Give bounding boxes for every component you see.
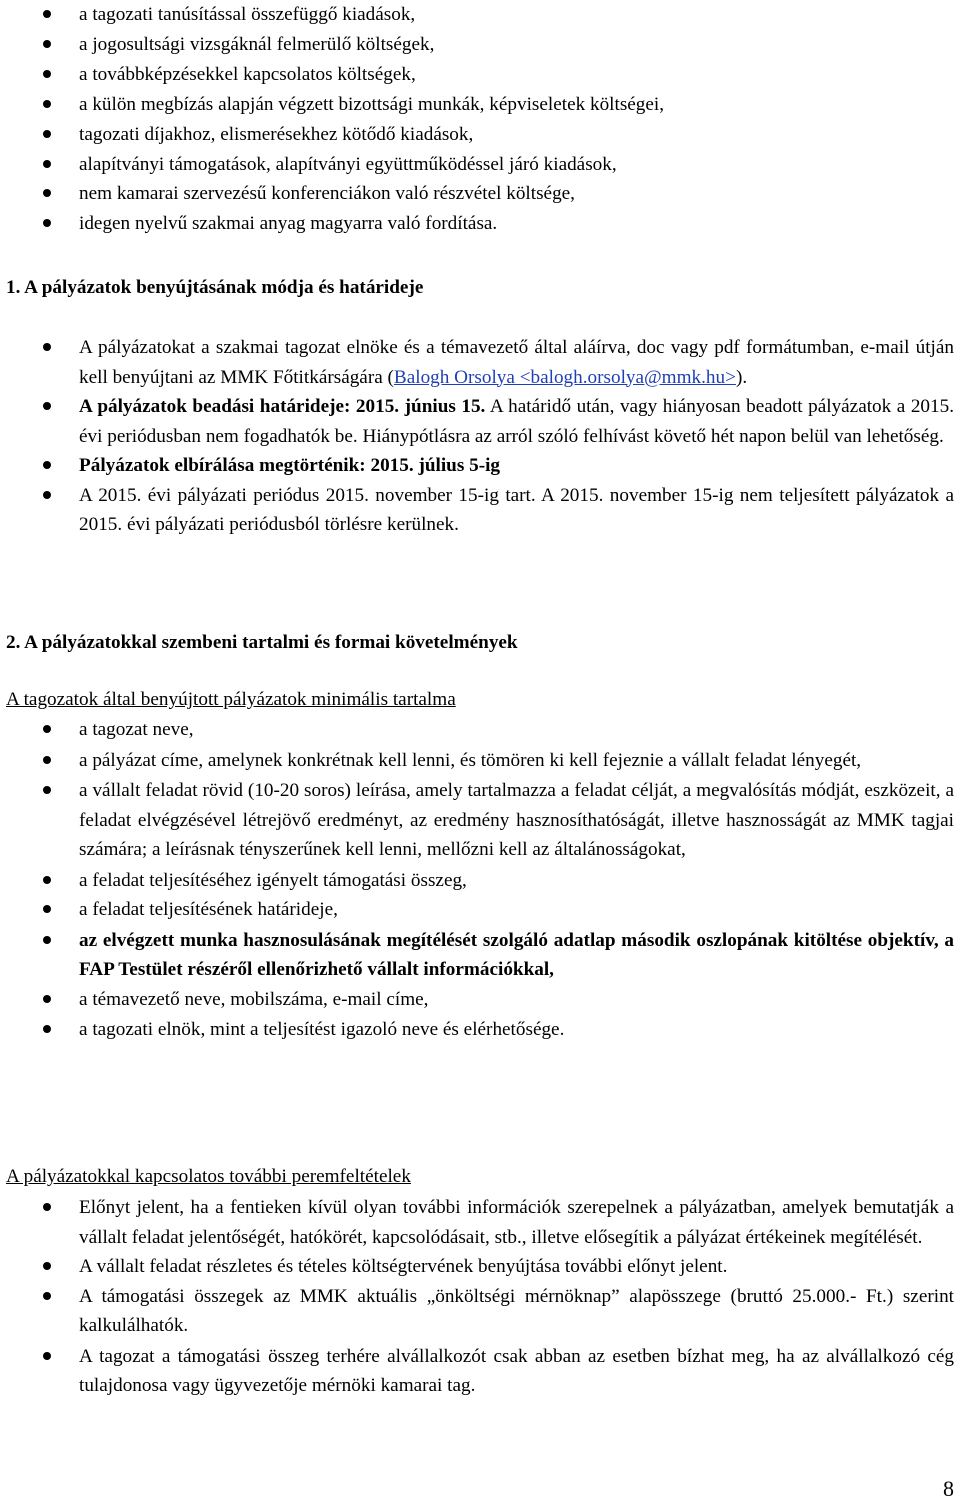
contact-email-link[interactable]: Balogh Orsolya <balogh.orsolya@mmk.hu> [393,366,736,388]
list-item: a témavezető neve, mobilszáma, e-mail címe, [0,985,960,1015]
list-item: a jogosultsági vizsgáknál felmerülő költségek, [0,30,960,60]
list-item: A támogatási összegek az MMK aktuális „önköltségi mérnöknap” alapösszege (bruttó 25.000.- Ft.) szerint kalkulálhatók. [0,1282,960,1341]
list-item: a feladat teljesítéséhez igényelt támogatási összeg, [0,866,960,896]
list-item: a tagozati elnök, mint a teljesítést igazoló neve és elérhetősége. [0,1015,960,1045]
minimum-content-list [0,715,960,1045]
list-item: a tagozati tanúsítással összefüggő kiadások, [0,0,960,30]
list-item: A vállalt feladat részletes és tételes költségtervének benyújtása további előnyt jelent. [0,1252,960,1282]
list-item: alapítványi támogatások, alapítványi együttműködéssel járó kiadások, [0,150,960,180]
list-item [0,926,960,985]
submission-text: A pályázatokat a szakmai tagozat elnöke és a témavezető által aláírva, doc vagy pdf formátumban, e-mail útján kell benyújtani az MMK Főtitkárságára ( [79,337,954,388]
deadline-details: A határidő után, vagy hiányosan beadott pályázatok a 2015. évi periódusban nem fogadhatók be. Hiánypótlásra az arról szóló felhívást követő hét napon belül van lehetőség. [79,396,954,447]
deadline-text: A pályázatok beadási határideje: 2015. június 15. [79,396,486,417]
subheading-further-conditions: A pályázatokkal kapcsolatos további peremfeltételek [6,1166,411,1187]
list-item: A 2015. évi pályázati periódus 2015. november 15-ig tart. A 2015. november 15-ig nem teljesített pályázatok a 2015. évi pályázati periódusból törlésre kerülnek. [0,481,960,540]
list-item: a pályázat címe, amelynek konkrétnak kell lenni, és tömören ki kell fejeznie a vállalt feladat lényegét, [0,746,960,776]
subheading-minimum-content: A tagozatok által benyújtott pályázatok minimális tartalma [6,689,456,710]
evaluation-date: Pályázatok elbírálása megtörténik: 2015. július 5-ig [79,455,501,476]
list-item: a továbbképzésekkel kapcsolatos költségek, [0,60,960,90]
section-2-heading: 2. A pályázatokkal szembeni tartalmi és formai követelmények [6,632,518,653]
list-item: a feladat teljesítésének határideje, [0,895,960,925]
list-item: a külön megbízás alapján végzett bizottsági munkák, képviseletek költségei, [0,90,960,120]
list-item: nem kamarai szervezésű konferenciákon való részvétel költsége, [0,179,960,209]
section-1-heading: 1. A pályázatok benyújtásának módja és határideje [6,277,424,298]
list-item: idegen nyelvű szakmai anyag magyarra való fordítása. [0,209,960,239]
list-item: a tagozat neve, [0,715,960,745]
section-1-list [0,333,960,540]
list-item: tagozati díjakhoz, elismerésekhez kötődő kiadások, [0,120,960,150]
list-item: A tagozat a támogatási összeg terhére alvállalkozót csak abban az esetben bízhat meg, ha az alvállalkozó cég tulajdonosa vagy ügyvezetője mérnöki kamarai tag. [0,1342,960,1401]
further-conditions-list [0,1193,960,1401]
list-item: Előnyt jelent, ha a fentieken kívül olyan további információk szerepelnek a pályázatban, amelyek bemutatják a vállalt feladat jelentőségét, hatókörét, kapcsolódásait, stb., illetve elősegítik a pályázat értékeinek megítélését. [0,1193,960,1252]
expense-list [0,0,960,239]
submission-text-end: ). [735,366,748,388]
list-item [0,392,960,451]
list-item [0,333,960,392]
page-number: 8 [943,1476,954,1501]
bold-requirement: az elvégzett munka hasznosulásának megítélését szolgáló adatlap második oszlopának kitöltése objektív, a FAP Testület részéről ellenőrizhető vállalt információkkal, [79,929,954,980]
list-item: a vállalt feladat rövid (10-20 soros) leírása, amely tartalmazza a feladat célját, a megvalósítás módját, eszközeit, a feladat elvégzésével létrejövő eredményt, az eredmény hasznosíthatóságát, illetve hasznosságát az MMK tagjai számára; a leírásnak tényszerűnek kell lenni, mellőzni kell az általánosságokat, [0,776,960,865]
list-item [0,451,960,481]
